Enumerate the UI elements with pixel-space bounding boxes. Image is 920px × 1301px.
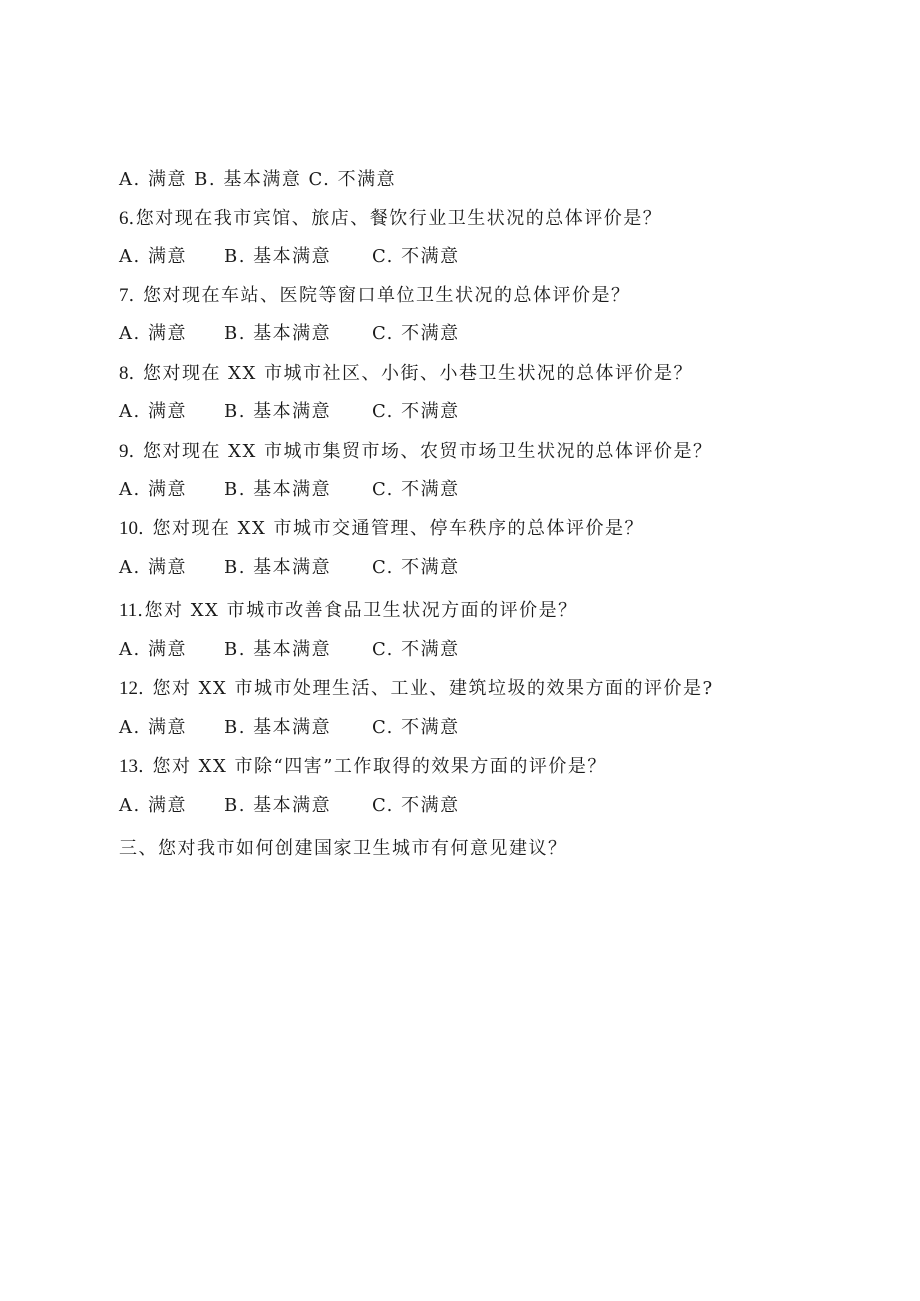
question-11 <box>119 600 578 622</box>
option-a: A. 满意 <box>119 246 187 267</box>
options-row-8 <box>119 401 539 423</box>
question-text: . 您对 XX 市城市处理生活、工业、建筑垃圾的效果方面的评价是? <box>138 678 714 699</box>
option-c: C. 不满意 <box>372 246 460 267</box>
option-c: C. 不满意 <box>372 401 460 422</box>
options-row-13 <box>119 795 539 817</box>
option-c: C. 不满意 <box>372 795 460 816</box>
option-a: A. 满意 <box>119 479 187 500</box>
option-a: A. 满意 <box>119 639 187 660</box>
option-b: B. 基本满意 <box>224 557 332 578</box>
question-number: 7 <box>119 285 129 306</box>
question-text: . 您对现在 XX 市城市集贸市场、农贸市场卫生状况的总体评价是？ <box>128 441 713 462</box>
option-b: B. 基本满意 <box>224 639 332 660</box>
option-b: B. 基本满意 <box>224 246 332 267</box>
option-b: B. 基本满意 <box>224 717 332 738</box>
question-13 <box>119 756 607 778</box>
options-row-12 <box>119 717 539 739</box>
option-a: A. 满意 <box>119 717 187 738</box>
question-number: 8 <box>119 363 129 384</box>
question-6 <box>119 208 662 230</box>
option-c: C. 不满意 <box>372 479 460 500</box>
question-7 <box>119 285 630 307</box>
option-c: C. 不满意 <box>372 323 460 344</box>
question-text: .您对现在我市宾馆、旅店、餐饮行业卫生状况的总体评价是？ <box>128 208 663 229</box>
question-10 <box>119 518 644 540</box>
option-b: B. 基本满意 <box>224 795 332 816</box>
option-c: C. 不满意 <box>372 639 460 660</box>
option-b: B. 基本满意 <box>224 323 332 344</box>
option-a: A. 满意 <box>119 557 187 578</box>
section-three-heading: 三、您对我市如何创建国家卫生城市有何意见建议？ <box>119 838 568 859</box>
option-c: C. 不满意 <box>372 717 460 738</box>
intro-options-line: A. 满意 B. 基本满意 C. 不满意 <box>119 169 397 190</box>
question-text: . 您对 XX 市除“四害”工作取得的效果方面的评价是？ <box>138 756 607 777</box>
options-row-6 <box>119 246 539 268</box>
option-a: A. 满意 <box>119 323 187 344</box>
question-number: 12 <box>119 678 138 699</box>
question-12 <box>119 678 714 700</box>
options-row-11 <box>119 639 539 661</box>
option-c: C. 不满意 <box>372 557 460 578</box>
option-a: A. 满意 <box>119 795 187 816</box>
options-row-7 <box>119 323 539 345</box>
option-b: B. 基本满意 <box>224 401 332 422</box>
option-a: A. 满意 <box>119 401 187 422</box>
question-number: 13 <box>119 756 138 777</box>
question-number: 6 <box>119 208 129 229</box>
question-number: 10 <box>119 518 138 539</box>
question-number: 11 <box>119 600 138 621</box>
question-text: . 您对现在 XX 市城市社区、小街、小巷卫生状况的总体评价是？ <box>128 363 694 384</box>
option-b: B. 基本满意 <box>224 479 332 500</box>
question-text: . 您对现在 XX 市城市交通管理、停车秩序的总体评价是？ <box>138 518 645 539</box>
question-9 <box>119 441 713 463</box>
question-text: .您对 XX 市城市改善食品卫生状况方面的评价是？ <box>137 600 578 621</box>
question-text: . 您对现在车站、医院等窗口单位卫生状况的总体评价是？ <box>128 285 631 306</box>
question-8 <box>119 363 693 385</box>
options-row-10 <box>119 557 539 579</box>
options-row-9 <box>119 479 539 501</box>
question-number: 9 <box>119 441 129 462</box>
